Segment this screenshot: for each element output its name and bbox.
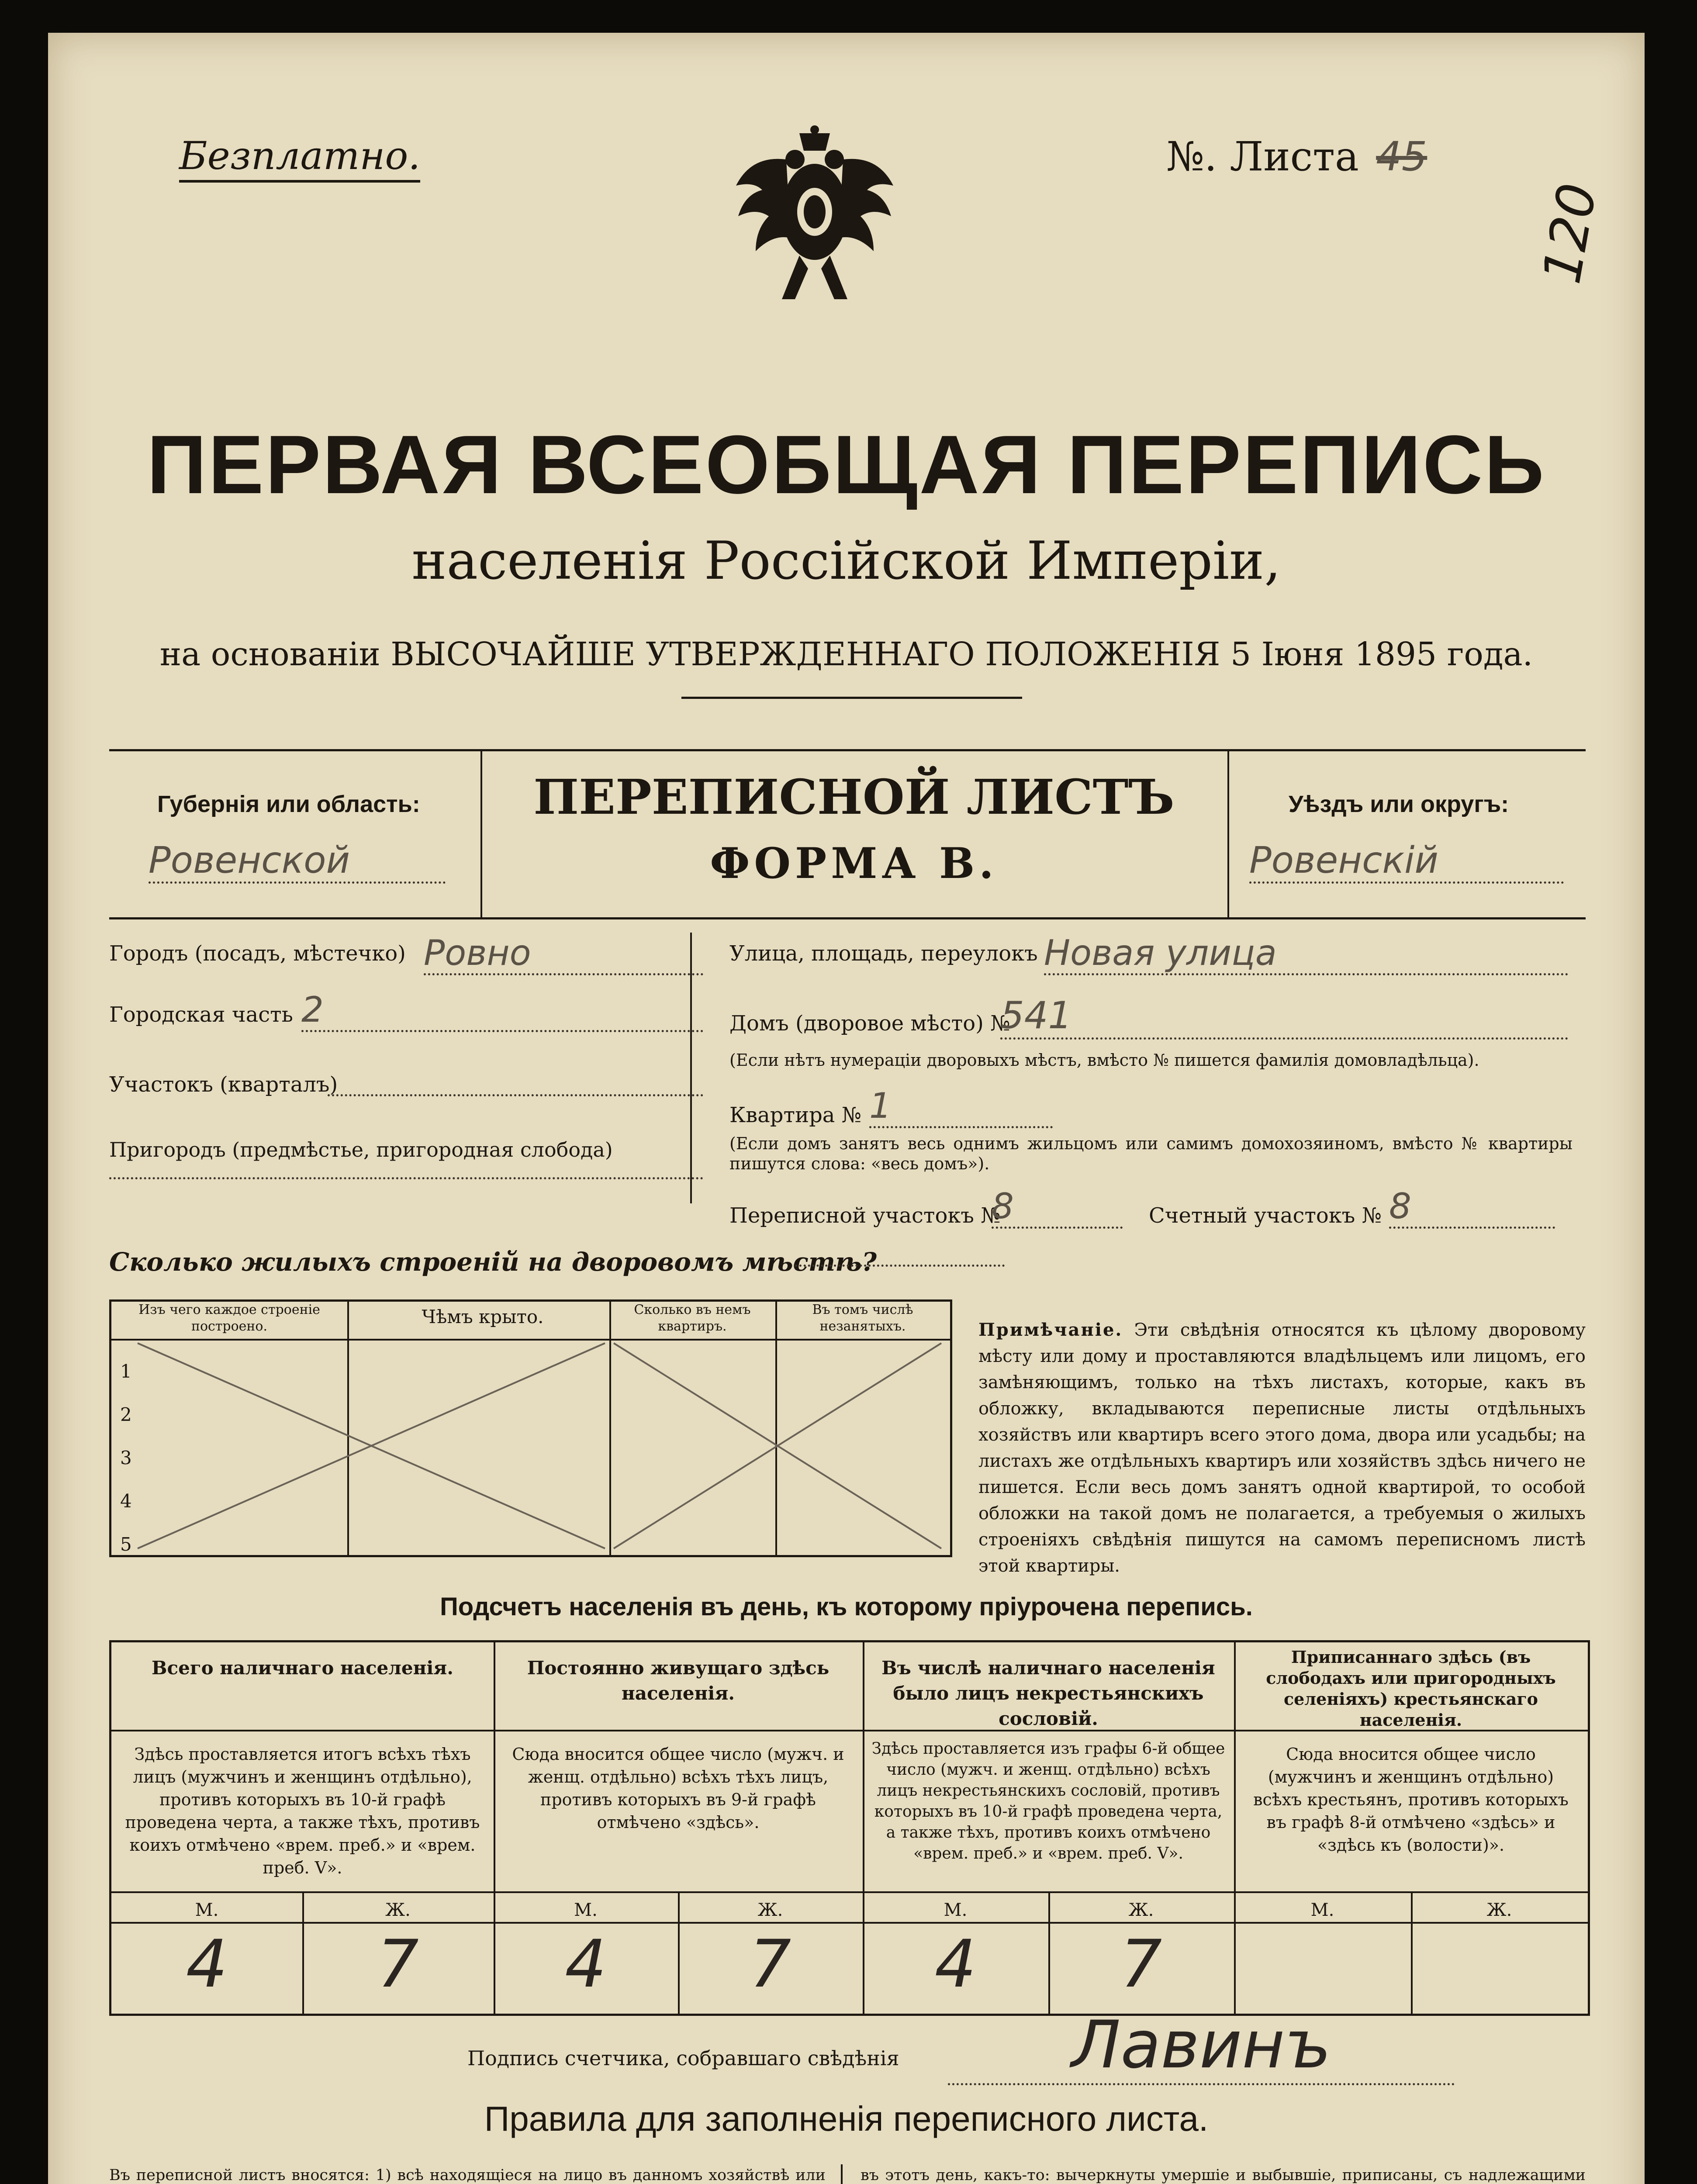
pop-col2-m-label: М. bbox=[574, 1900, 598, 1920]
address-right bbox=[729, 933, 1586, 1247]
pop-col1-header: Всего наличнаго населенія. bbox=[152, 1657, 453, 1679]
buildings-col-apartments: Сколько въ немъ квартиръ. bbox=[634, 1302, 751, 1334]
legal-basis: на основаніи ВЫСОЧАЙШЕ УТВЕРЖДЕННАГО ПОЛОЖЕНІЯ 5 Іюня 1895 года. bbox=[159, 636, 1533, 673]
rules-title: Правила для заполненія переписного листа. bbox=[484, 2099, 1209, 2138]
pop-col1-m-value[interactable]: 4 bbox=[186, 1926, 228, 2002]
pop-col1-m-label: М. bbox=[195, 1900, 219, 1920]
population-title: Подсчетъ населенія въ день, къ которому пріурочена перепись. bbox=[440, 1593, 1253, 1621]
signature-field[interactable]: Лавинъ bbox=[948, 2007, 1455, 2085]
city-label: Городъ (посадъ, мѣстечко) bbox=[109, 941, 406, 966]
crossed-out-marks bbox=[111, 1339, 950, 1555]
house-note: (Если нѣтъ нумераціи дворовыхъ мѣстъ, вмѣсто № пишется фамилія домовладѣльца). bbox=[729, 1051, 1479, 1070]
pop-col3-m-value[interactable]: 4 bbox=[934, 1926, 977, 2002]
pop-col3-header: Въ числѣ наличнаго населенія было лицъ некрестьянскихъ сословій. bbox=[881, 1657, 1215, 1729]
sheet-title: ПЕРЕПИСНОЙ ЛИСТЪ bbox=[533, 769, 1175, 825]
pop-col2-desc: Сюда вносится общее число (мужч. и женщ. отдѣльно) всѣхъ тѣхъ лицъ, противъ которыхъ въ 9-й графѣ отмѣчено «здѣсь». bbox=[512, 1745, 844, 1832]
house-label: Домъ (дворовое мѣсто) № bbox=[729, 1011, 1010, 1036]
free-label: Безплатно. bbox=[179, 133, 420, 183]
rules-left-column: Въ переписной листъ вносятся: 1) всѣ находящіеся на лицо въ данномъ хозяйствѣ или bbox=[109, 2167, 826, 2184]
suburb-field[interactable] bbox=[109, 1173, 703, 1179]
buildings-row-5: 5 bbox=[120, 1534, 132, 1555]
buildings-col-vacant: Въ томъ числѣ незанятыхъ. bbox=[812, 1302, 913, 1334]
population-table bbox=[109, 1640, 1590, 2016]
pop-col1-f-value[interactable]: 7 bbox=[377, 1926, 419, 2002]
street-field[interactable]: Новая улица bbox=[1044, 933, 1568, 975]
buildings-col-roof: Чѣмъ крыто. bbox=[422, 1306, 544, 1327]
pop-col4-m-label: М. bbox=[1310, 1900, 1334, 1920]
pop-col3-f-label: Ж. bbox=[1128, 1900, 1154, 1920]
precinct-label: Участокъ (кварталъ) bbox=[109, 1072, 338, 1097]
sheet-number-value: 45 bbox=[1376, 133, 1427, 180]
sheet-number-label: №. Листа bbox=[1166, 133, 1359, 180]
pop-col2-header: Постоянно живущаго здѣсь населенія. bbox=[527, 1657, 829, 1704]
rules-right-column bbox=[861, 2164, 1586, 2184]
pop-col2-f-label: Ж. bbox=[757, 1900, 783, 1920]
form-label: ФОРМА В. bbox=[710, 839, 998, 888]
count-precinct-field[interactable]: 8 bbox=[1389, 1186, 1555, 1229]
buildings-note bbox=[978, 1317, 1586, 1579]
count-precinct-label: Счетный участокъ № bbox=[1149, 1203, 1382, 1228]
buildings-row-3: 3 bbox=[120, 1447, 132, 1469]
pop-col2-f-value[interactable]: 7 bbox=[749, 1926, 791, 2002]
address-left bbox=[109, 933, 712, 1203]
precinct-field[interactable] bbox=[328, 1064, 703, 1096]
buildings-col-material: Изъ чего каждое строеніе построено. bbox=[138, 1302, 320, 1334]
divider bbox=[681, 697, 1022, 699]
apartment-field[interactable]: 1 bbox=[869, 1085, 1053, 1128]
note-label: Примѣчаніе. bbox=[978, 1320, 1123, 1340]
census-precinct-field[interactable]: 8 bbox=[992, 1186, 1123, 1229]
pop-col4-desc: Сюда вносится общее число (мужчинъ и женщинъ отдѣльно) всѣхъ крестьянъ, противъ которыхъ въ графѣ 8-й отмѣчено «здѣсь» и «здѣсь къ (волости)». bbox=[1253, 1745, 1569, 1855]
census-sheet bbox=[48, 33, 1645, 2184]
province-field[interactable]: Ровенской bbox=[149, 839, 446, 884]
pop-col3-m-label: М. bbox=[944, 1900, 968, 1920]
sheet-number-row bbox=[1166, 133, 1427, 180]
apartment-label: Квартира № bbox=[729, 1103, 862, 1127]
province-label: Губернія или область: bbox=[157, 791, 420, 817]
district-field[interactable]: Ровенскій bbox=[1249, 839, 1564, 884]
house-field[interactable]: 541 bbox=[1000, 994, 1568, 1040]
census-precinct-label: Переписной участокъ № bbox=[729, 1203, 1001, 1228]
apartment-note: (Если домъ занятъ весь однимъ жильцомъ или самимъ домохозяиномъ, вмѣсто № квартиры пишутся слова: «весь домъ»). bbox=[729, 1134, 1573, 1173]
district-label: Уѣздъ или округъ: bbox=[1289, 791, 1509, 817]
page-title: ПЕРВАЯ ВСЕОБЩАЯ ПЕРЕПИСЬ bbox=[147, 418, 1546, 511]
pop-col4-f-label: Ж. bbox=[1486, 1900, 1512, 1920]
imperial-eagle-icon bbox=[734, 124, 895, 312]
pop-col3-desc: Здѣсь проставляется изъ графы 6-й общее число (мужч. и женщ. отдѣльно) всѣхъ лицъ некрестьянскихъ сословій, противъ которыхъ въ 10-й графѣ проведена черта, а также тѣхъ, противъ коихъ отмѣчено «врем. преб.» и «врем. преб. V». bbox=[871, 1740, 1225, 1863]
rules-right-text: въ этотъ день, какъ-то: вычеркнуты умершіе и выбывшіе, приписаны, съ надлежащими bbox=[861, 2167, 1586, 2184]
buildings-row-2: 2 bbox=[120, 1404, 132, 1425]
city-part-field[interactable]: 2 bbox=[301, 989, 703, 1032]
buildings-row-4: 4 bbox=[120, 1490, 132, 1512]
city-field[interactable]: Ровно bbox=[424, 933, 703, 975]
signature-label: Подпись счетчика, собравшаго свѣдѣнія bbox=[467, 2046, 899, 2070]
form-box bbox=[109, 749, 1586, 919]
archive-number: 120 bbox=[1531, 179, 1609, 288]
suburb-label: Пригородъ (предмѣстье, пригородная слобода) bbox=[109, 1138, 613, 1161]
buildings-row-1: 1 bbox=[120, 1361, 132, 1382]
pop-col1-desc: Здѣсь проставляется итогъ всѣхъ тѣхъ лицъ (мужчинъ и женщинъ отдѣльно), противъ которыхъ въ 10-й графѣ проведена черта, а также тѣхъ, противъ коихъ отмѣчено «врем. преб.» и «врем. преб. V». bbox=[125, 1745, 480, 1877]
pop-col1-f-label: Ж. bbox=[385, 1900, 411, 1920]
pop-col4-header: Приписаннаго здѣсь (въ слободахъ или пригородныхъ селеніяхъ) крестьянскаго населенія. bbox=[1266, 1647, 1556, 1730]
pop-col2-m-value[interactable]: 4 bbox=[565, 1926, 607, 2002]
buildings-question: Сколько жилыхъ строеній на дворовомъ мѣстѣ? bbox=[109, 1247, 877, 1277]
street-label: Улица, площадь, переулокъ bbox=[729, 941, 1038, 966]
buildings-table bbox=[109, 1299, 952, 1557]
city-part-label: Городская часть bbox=[109, 1002, 293, 1027]
note-text: Эти свѣдѣнія относятся къ цѣлому дворовому мѣсту или дому и проставляются владѣльцемъ или лицомъ, его замѣняющимъ, только на тѣхъ листахъ, которые, какъ въ обложку, вкладываются переписные листы отдѣльныхъ хозяйствъ или квартиръ всего этого дома, двора или усадьбы; на листахъ же отдѣльныхъ квартиръ или хозяйствъ здѣсь ничего не пишется. Если весь домъ занятъ одной квартирой, то особой обложки на такой домъ не полагается, а требуемыя о жилыхъ строеніяхъ свѣдѣнія пишутся на самомъ переписномъ листѣ этой квартиры. bbox=[978, 1320, 1586, 1576]
page-subtitle: населенія Россійской Имперіи, bbox=[411, 531, 1281, 591]
pop-col3-f-value[interactable]: 7 bbox=[1120, 1926, 1162, 2002]
